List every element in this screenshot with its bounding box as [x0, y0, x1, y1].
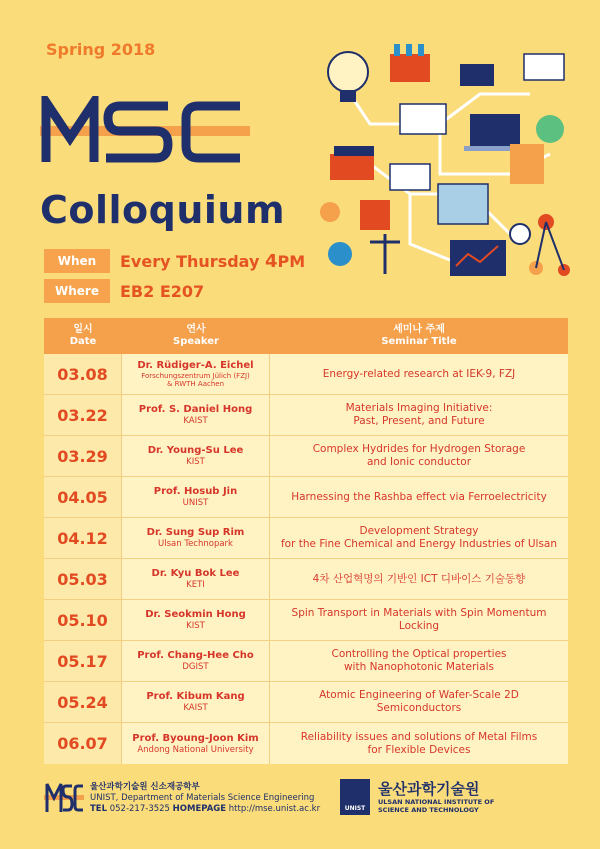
speaker-name: Prof. Chang-Hee Cho: [137, 650, 254, 661]
title-line-1: Reliability issues and solutions of Metal Films: [300, 730, 538, 743]
title-line-1: Materials Imaging Initiative:: [345, 402, 493, 414]
table-row: [44, 436, 568, 477]
row-date: 03.22: [44, 395, 122, 435]
title-line-1: Development Strategy: [359, 525, 479, 537]
where-row: [44, 279, 204, 303]
row-speaker: [122, 477, 270, 517]
books-icon: [330, 154, 374, 180]
speaker-affiliation: Ulsan Technopark: [158, 539, 233, 549]
mse-logo: [40, 96, 250, 166]
row-speaker: [122, 641, 270, 681]
row-speaker: [122, 559, 270, 599]
row-title: [270, 518, 568, 558]
speaker-affiliation: KAIST: [183, 416, 208, 426]
when-row: [44, 249, 305, 273]
folder-icon: [510, 144, 544, 184]
table-row: [44, 641, 568, 682]
table-header: [44, 318, 568, 354]
calculator-icon: [460, 64, 494, 86]
row-date: 05.17: [44, 641, 122, 681]
row-title: [270, 682, 568, 722]
table-row: [44, 477, 568, 518]
when-day: Every Thursday: [120, 251, 265, 271]
title-line-2: and Ionic conductor: [366, 456, 472, 468]
title-line-2: for Flexible Devices: [367, 743, 471, 756]
tel-value: 052-217-3525: [109, 803, 170, 814]
machine-icon: [438, 184, 488, 224]
row-speaker: [122, 600, 270, 640]
laptop-icon: [470, 114, 520, 146]
row-title: [270, 477, 568, 517]
speaker-name: Dr. Kyu Bok Lee: [151, 568, 240, 579]
speaker-affiliation: KIST: [186, 457, 205, 467]
row-date: 05.03: [44, 559, 122, 599]
row-title: [270, 395, 568, 435]
row-date: 05.24: [44, 682, 122, 722]
when-tag: When: [44, 249, 110, 273]
row-speaker: [122, 354, 270, 394]
unist-name-kr: 울산과학기술원: [378, 780, 480, 798]
title-line-1: Atomic Engineering of Wafer-Scale 2D Semiconductors: [319, 689, 519, 714]
unist-footer: [340, 779, 494, 815]
title-line-1: Spin Transport in Materials with Spin Momentum Locking: [291, 607, 547, 632]
science-illustration: [310, 34, 580, 294]
title-line-2: for the Fine Chemical and Energy Industries of Ulsan: [280, 538, 557, 550]
title-line-1: Complex Hydrides for Hydrogen Storage: [312, 443, 526, 455]
when-time: 4: [264, 250, 278, 272]
monitor-icon: [450, 240, 506, 276]
row-date: 05.10: [44, 600, 122, 640]
table-row: [44, 395, 568, 436]
row-title: [270, 559, 568, 599]
row-title: [270, 723, 568, 764]
header-speaker: 연사 Speaker: [173, 324, 219, 347]
speaker-name: Prof. S. Daniel Hong: [138, 404, 253, 415]
speaker-name: Dr. Rüdiger-A. Eichel: [137, 360, 254, 371]
speaker-name: Prof. Byoung-Joon Kim: [132, 732, 259, 744]
row-date: 04.12: [44, 518, 122, 558]
title-line-1: Energy-related research at IEK-9, FZJ: [322, 367, 516, 380]
row-speaker: [122, 395, 270, 435]
speaker-name: Dr. Seokmin Hong: [145, 609, 246, 620]
row-speaker: [122, 436, 270, 476]
title-line-2: Past, Present, and Future: [353, 415, 485, 427]
when-suffix: PM: [277, 251, 306, 271]
flask-icon: [328, 242, 352, 266]
speaker-affiliation-2: & RWTH Aachen: [166, 380, 225, 388]
row-date: 04.05: [44, 477, 122, 517]
header-title: 세미나 주제 Seminar Title: [381, 324, 457, 347]
homepage-label: HOMEPAGE: [172, 803, 227, 814]
where-tag: Where: [44, 279, 110, 303]
unist-name-en-2: SCIENCE AND TECHNOLOGY: [378, 806, 479, 814]
row-title: [270, 641, 568, 681]
speaker-name: Prof. Kibum Kang: [146, 691, 245, 702]
row-title: [270, 600, 568, 640]
row-speaker: [122, 723, 270, 764]
pie-chart-icon: [536, 115, 564, 143]
department-name-kr: 울산과학기술원 신소재공학부: [90, 781, 200, 792]
table-row: [44, 354, 568, 395]
header-date: 일시 Date: [69, 324, 97, 347]
department-footer: [44, 778, 320, 818]
speaker-affiliation: DGIST: [182, 662, 209, 672]
unist-logo: UNIST: [340, 779, 370, 815]
speaker-affiliation: KIST: [186, 621, 205, 631]
speaker-affiliation: Andong National University: [137, 744, 254, 755]
speaker-affiliation: KAIST: [183, 703, 208, 713]
colloquium-title: Colloquium: [40, 188, 286, 232]
row-speaker: [122, 518, 270, 558]
lightbulb-icon: [328, 52, 368, 92]
speaker-affiliation: Forschungszentrum Jülich (FZJ): [141, 372, 250, 380]
title-line-1: 4차 산업혁명의 기반인 ICT 디바이스 기술동향: [312, 572, 526, 585]
row-title: [270, 354, 568, 394]
seminar-schedule-table: [44, 318, 568, 764]
where-value: EB2 E207: [120, 281, 205, 301]
speaker-name: Prof. Hosub Jin: [153, 486, 238, 497]
document-icon: [524, 54, 564, 80]
title-line-1: Harnessing the Rashba effect via Ferroelectricity: [291, 490, 547, 503]
speaker-affiliation: UNIST: [182, 498, 209, 508]
row-speaker: [122, 682, 270, 722]
row-title: [270, 436, 568, 476]
speaker-name: Dr. Sung Sup Rim: [146, 527, 245, 538]
table-row: [44, 723, 568, 764]
speaker-name: Dr. Young-Su Lee: [147, 445, 244, 456]
season-label: Spring 2018: [46, 40, 156, 59]
unist-name-en-1: ULSAN NATIONAL INSTITUTE OF: [378, 798, 495, 806]
row-date: 03.29: [44, 436, 122, 476]
title-line-2: with Nanophotonic Materials: [343, 661, 495, 673]
homepage-link[interactable]: http://mse.unist.ac.kr: [228, 803, 321, 814]
when-value: [120, 251, 305, 272]
table-row: [44, 559, 568, 600]
table-row: [44, 600, 568, 641]
contact-line: [90, 804, 320, 815]
row-date: 06.07: [44, 723, 122, 764]
title-line-1: Controlling the Optical properties: [331, 648, 507, 660]
speaker-affiliation: KETI: [186, 580, 205, 590]
table-row: [44, 682, 568, 723]
department-name-en: UNIST, Department of Materials Science Engineering: [90, 792, 315, 803]
table-row: [44, 518, 568, 559]
row-date: 03.08: [44, 354, 122, 394]
tel-label: TEL: [90, 803, 108, 814]
mse-small-logo: [44, 778, 84, 818]
